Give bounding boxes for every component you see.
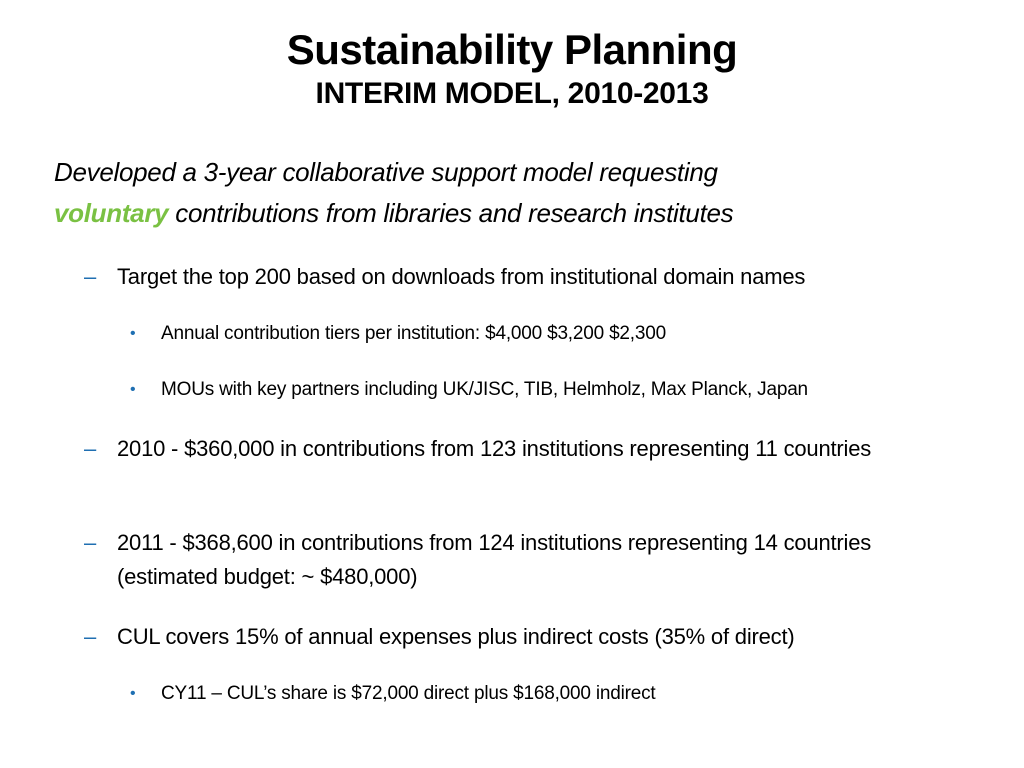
list-item-text: 2011 - $368,600 in contributions from 124 institutions representing 14 countries (estimated budget: ~ $480,000) [117,530,872,589]
list-item-text: CUL covers 15% of annual expenses plus indirect costs (35% of direct) [117,624,795,649]
bullet-marker: • [130,685,136,702]
list-item-2010 [84,432,964,466]
bullet-marker: • [130,381,136,398]
lead-paragraph [54,152,974,234]
list-item-mous [128,376,968,404]
list-item-target-top-200 [84,260,964,294]
dash-marker: – [84,624,97,649]
list-item-contribution-tiers [128,320,968,348]
list-item-cy11-share [128,680,968,708]
dash-marker: – [84,530,97,555]
dash-marker: – [84,436,97,461]
list-item-text: MOUs with key partners including UK/JISC, TIB, Helmholz, Max Planck, Japan [161,379,808,400]
list-item-2011 [84,526,964,594]
list-item-cul-covers [84,620,964,654]
dash-marker: – [84,264,97,289]
list-item-text: Target the top 200 based on downloads from institutional domain names [117,264,806,289]
list-item-text: CY11 – CUL’s share is $72,000 direct plus $168,000 indirect [161,683,656,704]
list-item-text: Annual contribution tiers per institution: $4,000 $3,200 $2,300 [161,323,666,344]
slide-title: Sustainability Planning [286,26,738,73]
title-block [0,24,1024,112]
lead-text-after: contributions from libraries and research institutes [175,198,734,228]
lead-text-before: Developed a 3-year collaborative support model requesting [54,157,718,187]
lead-emphasis: voluntary [54,198,169,228]
list-item-text: 2010 - $360,000 in contributions from 123 institutions representing 11 countries [117,436,872,461]
bullet-marker: • [130,325,136,342]
slide-subtitle: INTERIM MODEL, 2010-2013 [315,77,709,110]
